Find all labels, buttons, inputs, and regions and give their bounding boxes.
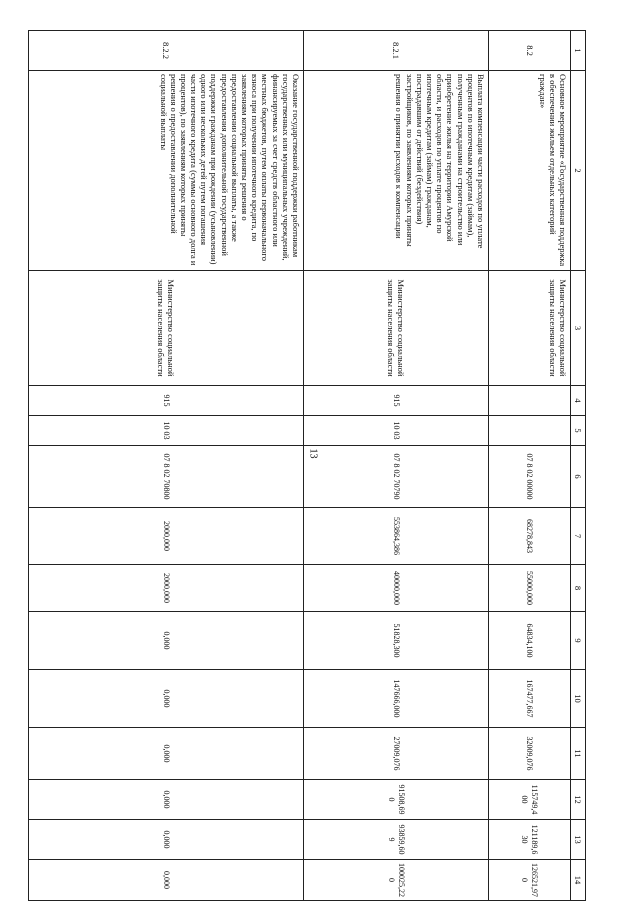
row-id: 8.2.2: [29, 31, 304, 71]
row-title: Основное мероприятие «Государственная поддержка в обеспечении жильем отдельных категорий граждан»: [489, 71, 571, 271]
row-id: 8.2: [489, 31, 571, 71]
table-row: [29, 31, 304, 901]
row-cell: 68278,843: [489, 508, 571, 565]
budget-table: [28, 30, 586, 901]
row-title: Выплата компенсации части расходов по уплате процентов по ипотечным кредитам (займам), полученным гражданами на строительство или приобретение жилья на территории Амурской области, и расходов по уплате процентов по ипотечным кредитам (займам) гражданам, пострадавшим от действий (бездействия) застройщиков, по заявлениям которых приняты решения о принятии расходов к компенсации: [304, 71, 489, 271]
row-cell: 147666,000: [304, 670, 489, 728]
row-cell: 07 8 02 00000: [489, 446, 571, 508]
row-cell: 0,000: [29, 860, 304, 901]
row-ministry: Министерство социальной защиты населения области: [304, 271, 489, 386]
row-title: Оказание государственной поддержки работникам государственных или муниципальных учреждений, финансируемых за счет средств областного или местных бюджетов, путем оплаты первоначального взноса при получении ипотечного кредита, по заявлениям которых приняты решения о предоставлении социальной выплаты, а также предоставления дополнительной государственной поддержки гражданам при рождении (усыновлении) одного или нескольких детей путем погашения части ипотечного кредита (суммы основного долга и процентов), по заявлениям которых приняты решения о предоставлении дополнительной социальной выплаты: [29, 71, 304, 271]
header-cell: 12: [571, 780, 586, 820]
row-cell: 0,000: [29, 820, 304, 860]
page-number: 13: [307, 448, 319, 459]
row-cell: 07 8 02 70800: [29, 446, 304, 508]
row-cell: 100025,220: [304, 860, 489, 901]
header-cell: 3: [571, 271, 586, 386]
row-cell: 27009,076: [304, 728, 489, 780]
row-cell: 55000,000: [489, 565, 571, 612]
row-ministry: Министерство социальной защиты населения области: [29, 271, 304, 386]
row-cell: 126521,970: [489, 860, 571, 901]
header-cell: 2: [571, 71, 586, 271]
row-cell: 115749,400: [489, 780, 571, 820]
header-cell: 14: [571, 860, 586, 901]
header-cell: 7: [571, 508, 586, 565]
row-cell: 07 8 02 70790: [304, 446, 489, 508]
header-row: [571, 31, 586, 901]
row-cell: 64834,100: [489, 612, 571, 670]
row-cell: 0,000: [29, 612, 304, 670]
row-cell: 2000,000: [29, 565, 304, 612]
header-cell: 9: [571, 612, 586, 670]
row-cell: 40000,000: [304, 565, 489, 612]
header-cell: 10: [571, 670, 586, 728]
header-cell: 4: [571, 386, 586, 416]
row-cell: 915: [29, 386, 304, 416]
row-cell: 553864,386: [304, 508, 489, 565]
row-cell: 10 03: [29, 416, 304, 446]
header-cell: 13: [571, 820, 586, 860]
row-cell: 2000,000: [29, 508, 304, 565]
row-cell: [489, 416, 571, 446]
row-cell: 0,000: [29, 780, 304, 820]
table-row: [489, 31, 571, 901]
header-cell: 11: [571, 728, 586, 780]
row-cell: 10 03: [304, 416, 489, 446]
row-cell: 32009,076: [489, 728, 571, 780]
row-id: 8.2.1: [304, 31, 489, 71]
header-cell: 5: [571, 416, 586, 446]
row-cell: 121189,630: [489, 820, 571, 860]
row-ministry: Министерство социальной защиты населения области: [489, 271, 571, 386]
row-cell: 91508,690: [304, 780, 489, 820]
header-cell: 8: [571, 565, 586, 612]
rotated-table-container: [0, 30, 586, 900]
row-cell: 51828,300: [304, 612, 489, 670]
row-cell: [489, 386, 571, 416]
row-cell: 167477,667: [489, 670, 571, 728]
header-cell: 1: [571, 31, 586, 71]
header-cell: 6: [571, 446, 586, 508]
row-cell: 0,000: [29, 728, 304, 780]
row-cell: 93859,609: [304, 820, 489, 860]
table-row: [304, 31, 489, 901]
row-cell: 0,000: [29, 670, 304, 728]
row-cell: 915: [304, 386, 489, 416]
